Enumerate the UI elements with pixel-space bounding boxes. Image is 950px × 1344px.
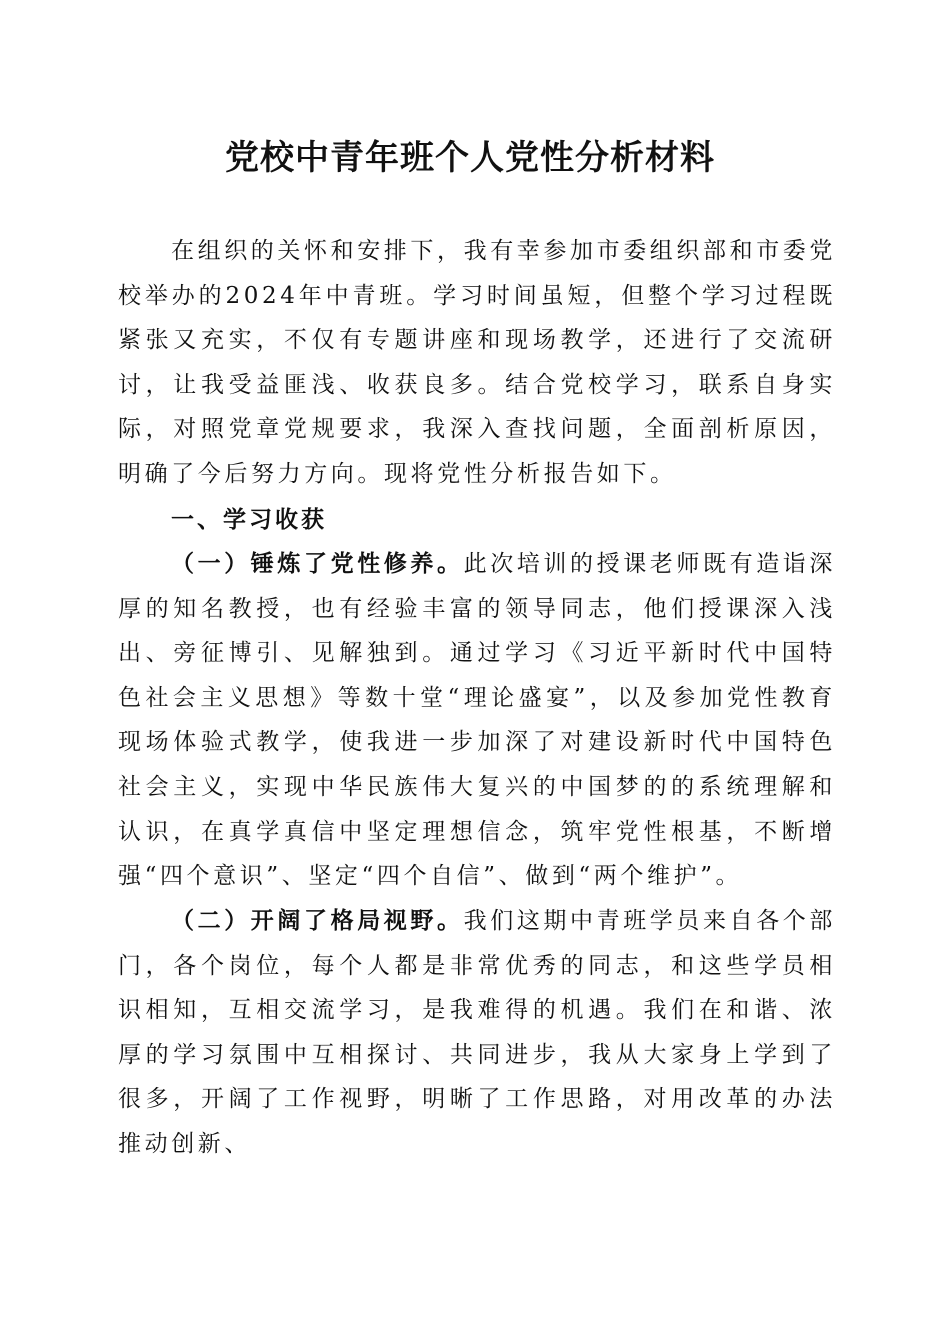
paragraph-item-1 (118, 542, 836, 899)
document-title: 党校中青年班个人党性分析材料 (225, 138, 715, 178)
intro-paragraph: 在组织的关怀和安排下，我有幸参加市委组织部和市委党校举办的2024年中青班。学习时间虽短，但整个学习过程既紧张又充实，不仅有专题讲座和现场教学，还进行了交流研讨，让我受益匪浅、收获良多。结合党校学习，联系自身实际，对照党章党规要求，我深入查找问题，全面剖析原因，明确了今后努力方向。现将党性分析报告如下。 (118, 238, 836, 487)
item-1-body: 此次培训的授课老师既有造诣深厚的知名教授，也有经验丰富的领导同志，他们授课深入浅出、旁征博引、见解独到。通过学习《习近平新时代中国特色社会主义思想》等数十堂“理论盛宴”，以及参加党性教育现场体验式教学，使我进一步加深了对建设新时代中国特色社会主义，实现中华民族伟大复兴的中国梦的的系统理解和认识，在真学真信中坚定理想信念，筑牢党性根基，不断增强“四个意识”、坚定“四个自信”、做到“两个维护”。 (118, 551, 837, 890)
item-1-lead: （一）锤炼了党性修养。 (171, 550, 464, 577)
item-2-lead: （二）开阔了格局视野。 (171, 907, 464, 934)
paragraph-item-2 (118, 899, 836, 1167)
section-heading-learning-gains: 一、学习收获 (171, 506, 327, 533)
item-2-body: 我们这期中青班学员来自各个部门，各个岗位，每个人都是非常优秀的同志，和这些学员相识相知，互相交流学习，是我难得的机遇。我们在和谐、浓厚的学习氛围中互相探讨、共同进步，我从大家身上学到了很多，开阔了工作视野，明晰了工作思路，对用改革的办法推动创新、 (118, 908, 837, 1157)
